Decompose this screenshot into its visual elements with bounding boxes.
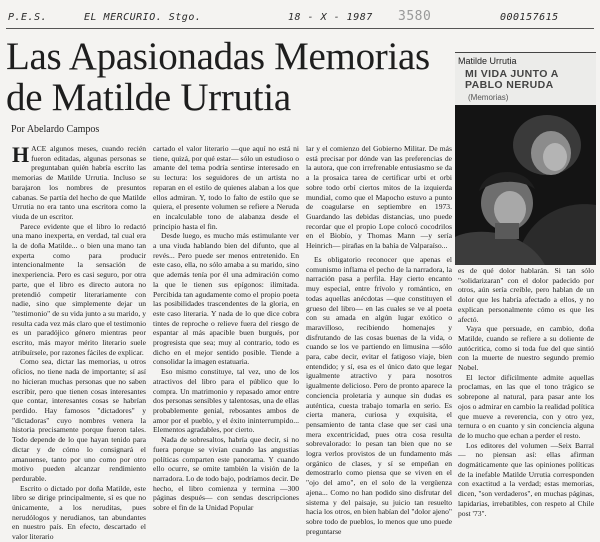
article-column-1 (12, 142, 146, 542)
book-cover-photo-box (455, 52, 596, 265)
paragraph: HACE algunos meses, cuando recién fueron editadas, algunas personas se preguntaban quién habría escrito las memorias de Matilde Urrutia. Incluso se barajaron los nombres de presuntos cabanas. Se partía del hecho de que Matilde Urrutia no era tanto una escritora como la viuda de un escritor. (12, 142, 146, 221)
newspaper-name: EL MERCURIO. Stgo. (84, 12, 202, 23)
paragraph: Vaya que persuade, en cambio, doña Matilde, cuando se refiere a su doliente de autócritica, como si toda fue del que sintió con la muerte de nuestro segundo premio Nobel. (458, 324, 594, 373)
paragraph: Nada de sobresaltos, habría que decir, si no fuera porque se vivían cuando las angustias políticas comparten este panorama. Y cuando ello ocurre, se omite también la visión de la narradora. Lo de todo bajo, podríamos decir. De hecho, el libro comienza y termina —300 páginas después— con sendas descripciones sobre el fin de la Unidad Popular (153, 435, 299, 513)
paragraph: Es obligatorio reconocer que apenas el comunismo inflama el pecho de la narradora, la narración pasa a perfila. Hay cierto encanto muy especial, entre frívolo y romántico, en todas aquellas anécdotas —que constituyen el grueso del libro— en las cuales se ve al poeta con su amada en algún lugar exótico o maravilloso, recibiendo homenajes y disfrutando de las cosas buenas de la vida, o cuando se los ve partiendo en limusina —sólo para, cabe decir, evitar el fatigoso viaje, bien entendido; y sí, esa es el único dato que legar igualmente atractivo y para nosotros igualmente delicioso. Pero de pronto aparece la conciencia proletaria y aunque sin dudas es auténtica, cuesta trabajo tomarla en serio. Es cierta manera, curiosa y exquisita, el pensamiento de tanta clase que ser casi una mera excentricidad, pues otra cosa resulta sobrevalorado: lo pesan tan bien que no se logra verlos provistos de un fundamento más orgánico de clases, y sí se empeñan en demostrarlo como piensa que se viven en el "ojo del amo", en el solo de la vergüenza ajena... Como no han podido sino disfrutar del sistema y del paisaje, su juicio tan resuelto hacia los otros, en bien habían del "dolor ajeno" sobre todo de pueblos, lo menos que uno puede preguntarse (306, 255, 452, 536)
paragraph: Como sea, dictar las memorias, u otros oficios, no tiene nada de importante; sí así no hicieran muchas personas que no saben escribir, pero que tienen cosas interesantes que contar, interesantes cosas se habrían perdido. Hay famosos "dictadores" y "dictadoras" cuyo nombres venera la historia precisamente porque fueron tales. Todo depende de lo que hayan tenido para dictar y de cómo lo consignará el amanuense, tanto por uno como por otro motivo pueden alcanzar rendimiento perdurable. (12, 357, 146, 483)
book-cover-header (455, 53, 596, 105)
article-column-4 (458, 266, 594, 518)
paragraph: es de qué dolor hablarán. Si tan sólo "solidarizaran" con el dolor padecido por otros, aún sería creíble, pero hablan de un dolor que les habría afectado a ellos, y no explican personalmente cómo es que les afectó. (458, 266, 594, 324)
paragraph: cartado el valor literario —que aquí no está ni tiene, quizá, por qué estar— sólo un estudioso o amante del tema podría sentirse interesado en su lectura: los seguidores de un artista no reparan en el estilo de quienes alaban a los que ellos admiran. Y, todo lo falto de estilo que se quiera, el presente volumen se refiere a Neruda en incalculable tono de alabanza desde el principio hasta el fin. (153, 144, 299, 231)
article-column-3-bottom (306, 255, 452, 536)
article-column-3-top (306, 144, 452, 252)
article-column-2 (153, 144, 299, 513)
clipping-code-a: 3580 (398, 9, 432, 24)
clipping-date: 18 - X - 1987 (288, 12, 373, 23)
book-author-label: Matilde Urrutia (458, 56, 517, 66)
paragraph: Eso mismo constituye, tal vez, uno de los atractivos del libro para el público que lo compra. Un matrimonio y repasado amor entre dos personas sensibles y talentosas, una de ellas probablemente genial, rebosantes ambos de amor por el pueblo, y el éxito ininterrumpido... Elementos agradables, por cierto. (153, 367, 299, 435)
clipping-code-b: 000157615 (500, 12, 559, 23)
source-note: P.E.S. (8, 12, 48, 23)
book-cover-subtitle: (Memorias) (468, 93, 509, 102)
article-title: Las Apasionadas Memorias de Matilde Urrutia (6, 35, 430, 119)
byline: Por Abelardo Campos (11, 124, 100, 135)
book-cover-title: MI VIDA JUNTO A PABLO NERUDA (465, 68, 559, 91)
paragraph: Los editores del volumen —Seix Barral— no piensan así: ellas afirman dogmáticamente que las opiniones políticas de la inefable Matilde Urrutia corresponden con exactitud a la verdad; estas memorias, dicen, "son verdaderos", en muchas páginas, lapidarias, irrebatibles, con respeto al Chile post '73". (458, 440, 594, 518)
paragraph: Escrito o dictado por doña Matilde, este libro se dirige principalmente, sí es que no únicamente, a los neruditas, pues nerudólogos y nerudianos, tan abundantes en nuestro país. En efecto, descartado el valor literario (12, 483, 146, 542)
paragraph: lar y el comienzo del Gobierno Militar. De más está precisar por dónde van las preferencias de la autora, que con irrefrenable entusiasmo se da a la prosaica tarea de certificar urbi et orbi sobre todo orbí ciertos mitos de la izquierda mundial, como que el Mapocho estuvo a punto de coagularse en septiembre en 1973. Guardando las debidas distancias, uno puede recordar que el propio Lope colocó cocodrilos en el Biobío, y Thomas Mann —y sería Heinrich— pirañas en la bahía de Valparaíso... (306, 144, 452, 251)
paragraph: Desde luego, es mucho más estimulante ver a una viuda hablando bien del difunto, que al revés... Pero puede ser menos entretenido. En este caso, ella, no sólo amaba a su marido, sino que además tenía por él una admiración como la que le tienen sus epígonos: ilimitada. Percibida tan agudamente como el propio poeta las posibilidades trascendentes de la gloria, en este caso literaria. Y nada de lo que dice cobra tintes de reproche o relieve fuera del riesgo de espantar al más apacible buen burgués, por progresista que sea; muy al contrario, todo es dicho en el mejor sentido posible. Tiende a consolidar la imagen estatuaria. (153, 231, 299, 367)
dropcap: H (12, 142, 30, 167)
paragraph: Parece evidente que el libro lo redactó una mano inexperta, en verdad, tal cual era la de doña Matilde... o bien una mano tan experta como para producir intencionalmente la sensación de inexperiencia. Pero es casi seguro, por otra parte, que el libro es directo autora no pretendió competir literariamente con nadie, sino que simplemente dejar un "testimonio" de su vida junto a su marido, y resulta cada vez más claro que el testimonio es un paradójico género mientras peor escrito, más mayor mérito literario suele atribuírsele, por razones fáciles de explicar. (12, 221, 146, 357)
paragraph: El lector difícilmente admite aquellas proclamas, en las que el tono trágico se sobrepone al natural, para pasar ante los ojos o admirar en cambio la realidad política que mueve a reverencia, con y otro yez, ternura o en cuanto y sin conciencia alguna de lo mucho que echan a perder el resto. (458, 372, 594, 440)
header-rule (6, 28, 594, 29)
couple-photo-image (455, 105, 596, 265)
